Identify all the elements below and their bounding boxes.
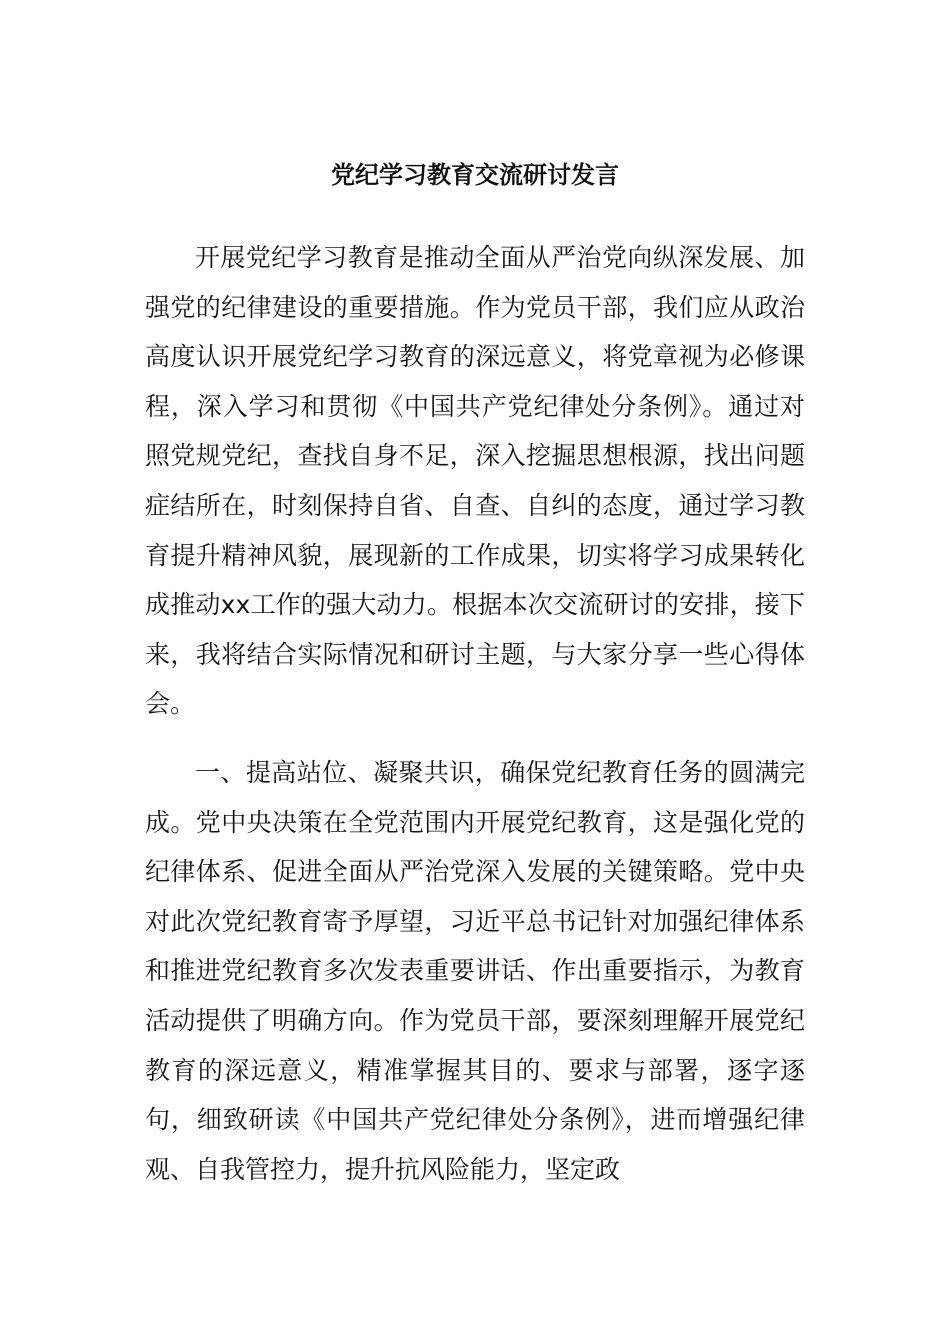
paragraph-intro: 开展党纪学习教育是推动全面从严治党向纵深发展、加强党的纪律建设的重要措施。作为党员干部，我们应从政治高度认识开展党纪学习教育的深远意义，将党章视为必修课程，深入学习和贯彻《中国共产党纪律处分条例》。通过对照党规党纪，查找自身不足，深入挖掘思想根源，找出问题症结所在，时刻保持自省、自查、自纠的态度，通过学习教育提升精神风貌，展现新的工作成果，切实将学习成果转化成推动xx工作的强大动力。根据本次交流研讨的安排，接下来，我将结合实际情况和研讨主题，与大家分享一些心得体会。 <box>145 243 805 719</box>
paragraph-section-one: 一、提高站位、凝聚共识，确保党纪教育任务的圆满完成。党中央决策在全党范围内开展党纪教育，这是强化党的纪律体系、促进全面从严治党深入发展的关键策略。党中央对此次党纪教育寄予厚望，习近平总书记针对加强纪律体系和推进党纪教育多次发表重要讲话、作出重要指示，为教育活动提供了明确方向。作为党员干部，要深刻理解开展党纪教育的深远意义，精准掌握其目的、要求与部署，逐字逐句，细致研读《中国共产党纪律处分条例》，进而增强纪律观、自我管控力，提升抗风险能力，坚定政 <box>145 758 805 1184</box>
document-title: 党纪学习教育交流研讨发言 <box>331 161 619 189</box>
